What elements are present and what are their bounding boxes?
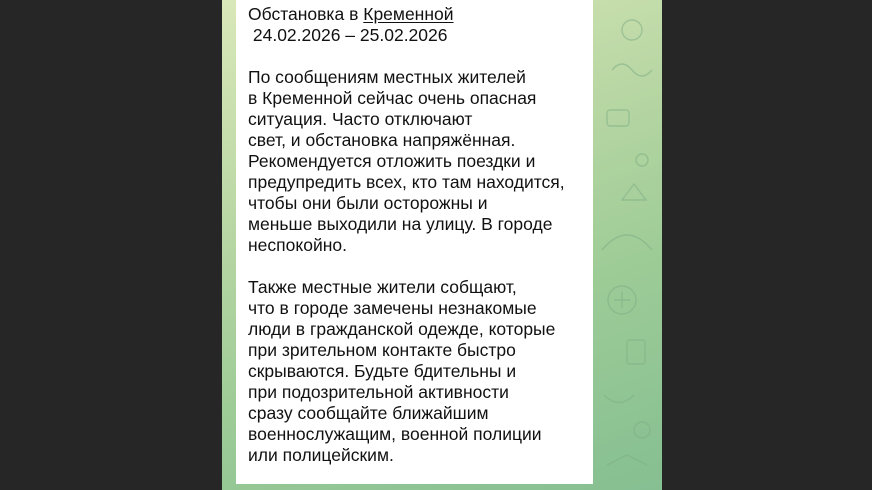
text-line: По сообщениям местных жителей [248,67,526,87]
text-line: сразу сообщайте ближайшим [248,403,489,423]
text-line: свет, и обстановка напряжённая. [248,130,516,150]
paragraph-1 [248,67,593,256]
location-link[interactable]: Кременной [363,4,454,24]
message-title [248,4,593,25]
text-line: при зрительном контакте быстро [248,340,516,360]
message-bubble [236,0,593,484]
text-line: меньше выходили на улицу. В городе [248,214,553,234]
text-line: или полицейским. [248,445,394,465]
paragraph-2 [248,277,593,466]
date-range: 24.02.2026 – 25.02.2026 [248,25,448,45]
text-line: Рекомендуется отложить поездки и [248,151,536,171]
chat-panel [222,0,662,490]
text-line: в Кременной сейчас очень опасная [248,88,537,108]
text-line: ситуация. Часто отключают [248,109,473,129]
paragraph-gap [248,46,593,67]
text-line: скрываются. Будьте бдительны и [248,361,517,381]
paragraph-gap [248,256,593,277]
text-line: неспокойно. [248,235,347,255]
text-line: военнослужащим, военной полиции [248,424,542,444]
doodle-pattern-icon [592,0,662,490]
text-line: чтобы они были осторожны и [248,193,488,213]
text-line: Также местные жители собщают, [248,277,517,297]
text-line: что в городе замечены незнакомые [248,298,537,318]
text-line: при подозрительной активности [248,382,509,402]
title-prefix: Обстановка в [248,4,359,24]
text-line: люди в гражданской одежде, которые [248,319,556,339]
text-line: предупредить всех, кто там находится, [248,172,565,192]
